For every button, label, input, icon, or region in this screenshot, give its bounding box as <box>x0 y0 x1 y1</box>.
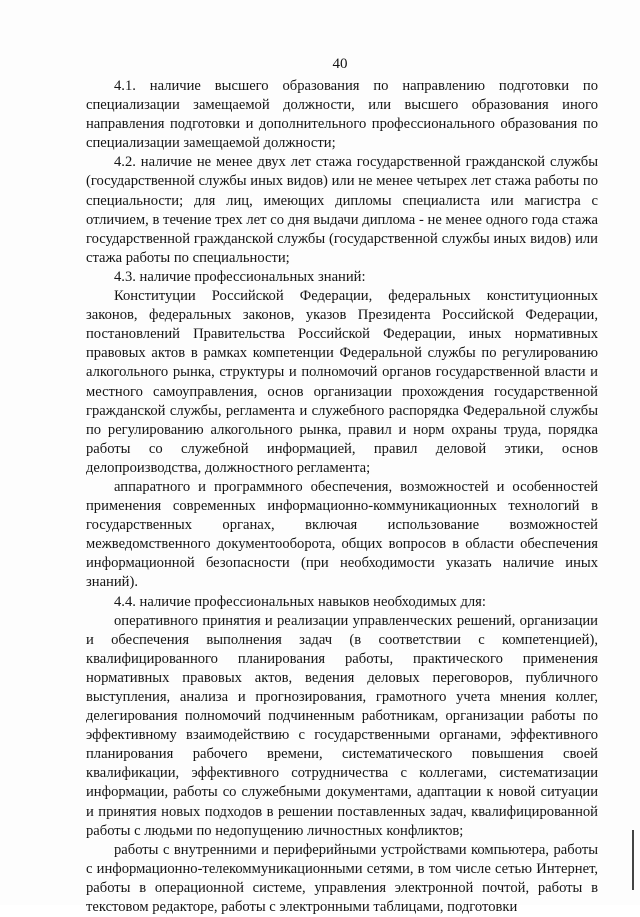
paragraph-4-4-heading: 4.4. наличие профессиональных навыков необходимых для: <box>114 593 486 610</box>
scan-edge-mark <box>632 830 634 890</box>
paragraph-skills-computer: работы с внутренними и периферийными устройствами компьютера, работы с информационно-телекоммуникационными сетями, в том числе сетью Интернет, работы в операционной системе, управления электронной почтой, работы в текстовом редакторе, работы с электронными таблицами, подготовки <box>86 841 598 916</box>
paragraph-4-1: 4.1. наличие высшего образования по направлению подготовки по специализации замещаемой должности, или высшего образования иного направления подготовки и дополнительного профессионального образования по специализации замещаемой должности; <box>86 78 598 152</box>
paragraph-knowledge-legal: Конституции Российской Федерации, федеральных конституционных законов, федеральных законов, указов Президента Российской Федерации, постановлений Правительства Российской Федерации, иных нормативных правовых актов в рамках компетенции Федеральной службы по регулированию алкогольного рынка, структуры и полномочий органов государственной власти и местного самоуправления, основ организации прохождения государственной гражданской службы, регламента и служебного распорядка Федеральной службы по регулированию алкогольного рынка, правил и норм охраны труда, порядка работы со служебной информацией, правил деловой этики, основ делопроизводства, должностного регламента; <box>86 288 598 476</box>
paragraph-knowledge-it: аппаратного и программного обеспечения, возможностей и особенностей применения современных информационно-коммуникационных технологий в государственных органах, включая использование возможностей межведомственного документооборота, общих вопросов в области обеспечения информационной безопасности (при необходимости указать наличие иных знаний). <box>86 478 598 591</box>
paragraph-4-3-heading: 4.3. наличие профессиональных знаний: <box>114 268 366 285</box>
paragraph-4-2: 4.2. наличие не менее двух лет стажа государственной гражданской службы (государственной службы иных видов) или не менее четырех лет стажа работы по специальности; для лиц, имеющих дипломы специалиста или магистра с отличием, в течение трех лет со дня выдачи диплома - не менее одного года стажа государственной гражданской службы (государственной службы иных видов) или стажа работы по специальности; <box>86 154 598 266</box>
paragraph-skills-management: оперативного принятия и реализации управленческих решений, организации и обеспечения выполнения задач (в соответствии с компетенцией), квалифицированного планирования работы, практического применения нормативных правовых актов, ведения деловых переговоров, публичного выступления, анализа и прогнозирования, грамотного учета мнения коллег, делегирования полномочий подчиненным работникам, организации работы по эффективному взаимодействию с государственными органами, эффективного планирования рабочего времени, систематического повышения своей квалификации, эффективного сотрудничества с коллегами, систематизации информации, работы со служебными документами, адаптации к новой ситуации и принятия новых подходов в решении поставленных задач, квалифицированной работы с людьми по недопущению личностных конфликтов; <box>86 612 598 839</box>
document-body <box>86 77 598 917</box>
page-number: 40 <box>332 56 348 72</box>
